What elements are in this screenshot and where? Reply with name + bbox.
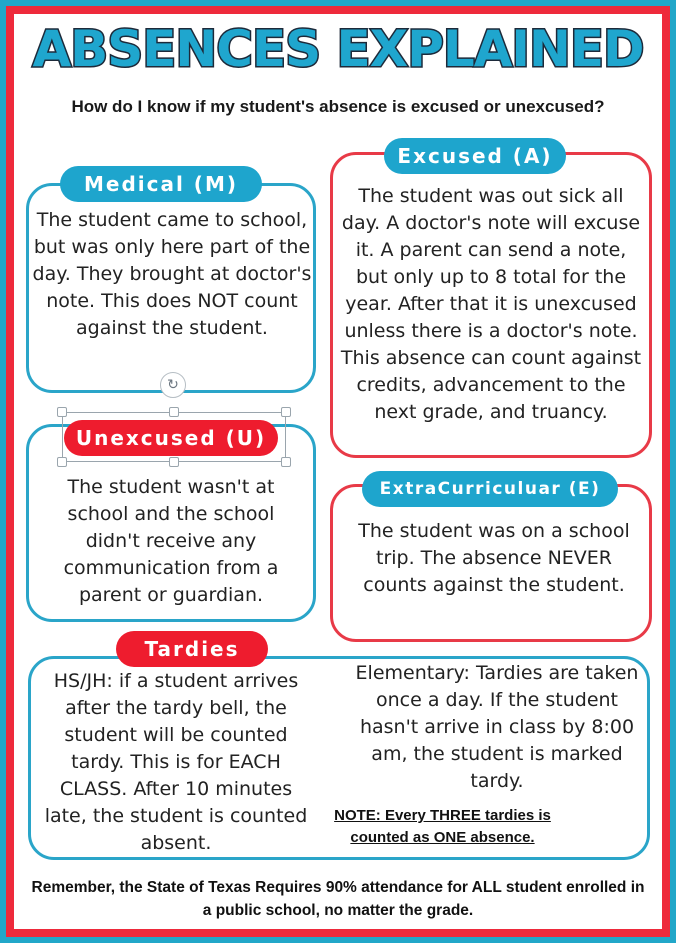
excused-label: Excused (A) xyxy=(384,138,566,174)
resize-handle-top-left[interactable] xyxy=(57,407,67,417)
tardies-hs-text: HS/JH: if a student arrives after the tardy bell, the student will be counted tardy. This is for EACH CLASS. After 10 minutes late, the student is counted absent. xyxy=(44,670,308,854)
tardies-elementary-text: Elementary: Tardies are taken once a day. If the student hasn't arrive in class by 8:00 am, the student is marked tardy. xyxy=(355,662,639,792)
page-subtitle: How do I know if my student's absence is excused or unexcused? xyxy=(71,97,605,116)
footer-text: Remember, the State of Texas Requires 90% attendance for ALL student enrolled in a public school, no matter the grade. xyxy=(31,879,645,919)
resize-handle-bottom-right[interactable] xyxy=(281,457,291,467)
unexcused-label[interactable]: Unexcused (U) xyxy=(64,420,278,456)
medical-text: The student came to school, but was only here part of the day. They brought at doctor's note. This does NOT count against the student. xyxy=(32,209,312,339)
medical-label: Medical (M) xyxy=(60,166,262,202)
excused-text: The student was out sick all day. A doctor's note will excuse it. A parent can send a note, but only up to 8 total for the year. After that it is unexcused unless there is a doctor's note. This absence can count against credits, advancement to the next grade, and truancy. xyxy=(340,185,642,423)
unexcused-text: The student wasn't at school and the school didn't receive any communication from a parent or guardian. xyxy=(63,476,279,606)
tardies-note: NOTE: Every THREE tardies is counted as ONE absence. xyxy=(334,807,551,846)
tardies-label: Tardies xyxy=(116,631,268,667)
extracurricular-label: ExtraCurriculuar (E) xyxy=(362,471,618,507)
resize-handle-bottom[interactable] xyxy=(169,457,179,467)
extracurricular-text: The student was on a school trip. The absence NEVER counts against the student. xyxy=(358,520,630,596)
selection-outline xyxy=(62,412,286,462)
resize-handle-top[interactable] xyxy=(169,407,179,417)
resize-handle-bottom-left[interactable] xyxy=(57,457,67,467)
rotate-icon[interactable]: ↻ xyxy=(160,372,186,398)
resize-handle-top-right[interactable] xyxy=(281,407,291,417)
page-title: ABSENCES EXPLAINED xyxy=(32,20,644,78)
